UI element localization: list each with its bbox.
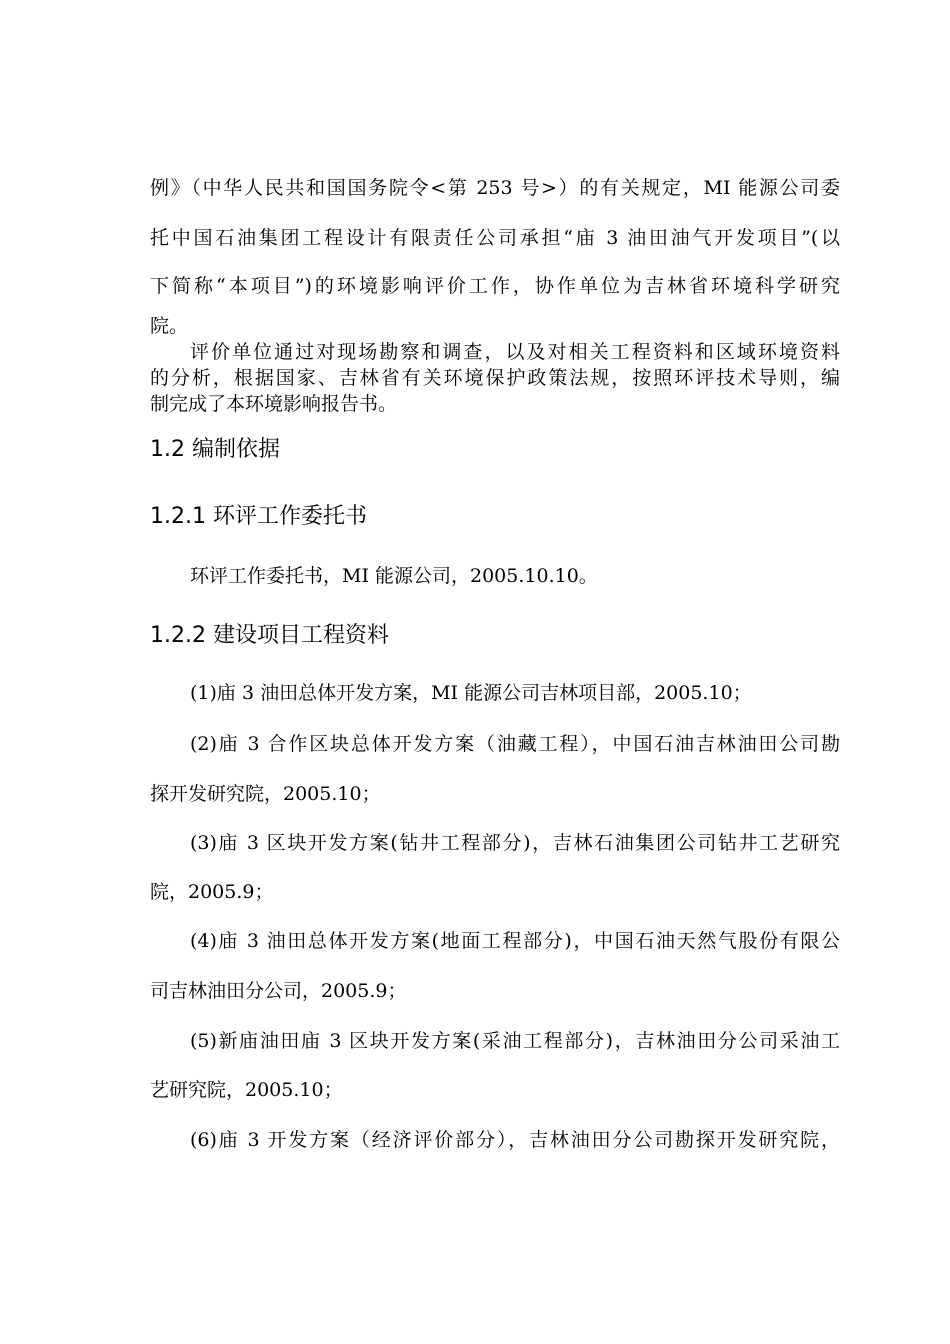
list-item: (1)庙 3 油田总体开发方案，MI 能源公司吉林项目部，2005.10； [190,682,752,704]
body-line: 评价单位通过对现场勘察和调查，以及对相关工程资料和区域环境资料 [190,341,840,363]
list-item: (2)庙 3 合作区块总体开发方案（油藏工程），中国石油吉林油田公司勘 [190,733,840,755]
list-item-continuation: 艺研究院，2005.10； [150,1079,343,1101]
subsection-heading: 1.2.1 环评工作委托书 [150,504,367,529]
list-item: (5)新庙油田庙 3 区块开发方案(采油工程部分)，吉林油田分公司采油工 [190,1030,840,1052]
list-item: (4)庙 3 油田总体开发方案(地面工程部分)，中国石油天然气股份有限公 [190,930,840,952]
subsection-heading: 1.2.2 建设项目工程资料 [150,623,389,648]
list-item: (3)庙 3 区块开发方案(钻井工程部分)，吉林石油集团公司钻井工艺研究 [190,832,840,854]
body-line: 院。 [150,315,189,337]
body-line: 环评工作委托书，MI 能源公司，2005.10.10。 [190,565,598,587]
list-item-continuation: 院，2005.9； [150,881,274,903]
body-line: 下简称“本项目”)的环境影响评价工作，协作单位为吉林省环境科学研究 [150,275,840,297]
body-line: 例》（中华人民共和国国务院令<第 253 号>）的有关规定，MI 能源公司委 [150,177,840,199]
list-item: (6)庙 3 开发方案（经济评价部分），吉林油田分公司勘探开发研究院， [190,1129,840,1151]
body-line: 制完成了本环境影响报告书。 [150,393,398,415]
list-item-continuation: 探开发研究院，2005.10； [150,783,381,805]
body-line: 的分析，根据国家、吉林省有关环境保护政策法规，按照环评技术导则，编 [150,367,840,389]
list-item-continuation: 司吉林油田分公司，2005.9； [150,980,407,1002]
body-line: 托中国石油集团工程设计有限责任公司承担“庙 3 油田油气开发项目”(以 [150,227,840,249]
section-heading: 1.2 编制依据 [150,437,280,462]
